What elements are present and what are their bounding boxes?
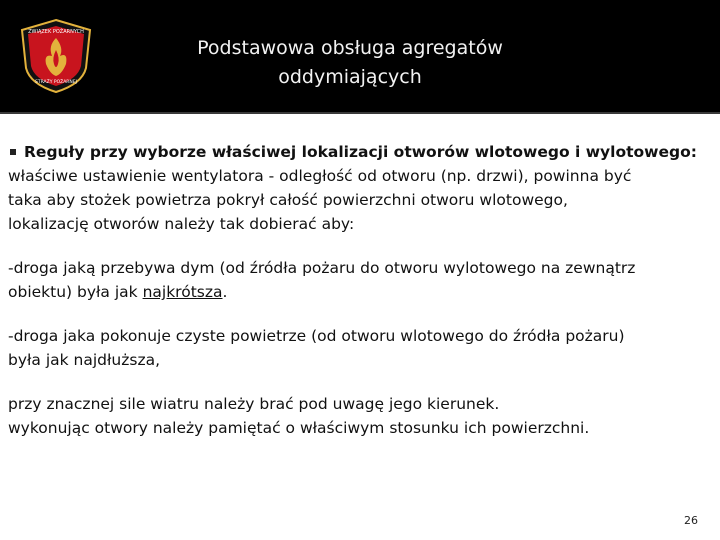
svg-text:ZWIĄZEK POŻARNYCH: ZWIĄZEK POŻARNYCH	[28, 29, 84, 35]
intro-line-3: lokalizację otworów należy tak dobierać aby:	[8, 215, 355, 233]
bullet-square-icon	[10, 149, 16, 155]
bullet-heading-text: Reguły przy wyborze właściwej lokalizacji otworów wlotowego i wylotowego:	[24, 143, 697, 161]
intro-line-1: właściwe ustawienie wentylatora - odległość od otworu (np. drzwi), powinna być	[8, 167, 632, 185]
page-number: 26	[684, 514, 698, 527]
note-line-2: wykonując otwory należy pamiętać o właściwym stosunku ich powierzchni.	[8, 419, 590, 437]
bullet-heading	[8, 140, 708, 164]
item1-line-2	[8, 280, 708, 304]
item2-line-1: -droga jaka pokonuje czyste powietrze (od otworu wlotowego do źródła pożaru)	[8, 327, 625, 345]
note-line-1: przy znacznej sile wiatru należy brać pod uwagę jego kierunek.	[8, 395, 500, 413]
fire-brigade-logo-icon	[16, 16, 96, 96]
underlined-keyword: najkrótsza	[142, 283, 223, 301]
svg-text:STRAŻY POŻARNEJ: STRAŻY POŻARNEJ	[35, 80, 77, 85]
slide-title-line-1: Podstawowa obsługa agregatów	[197, 37, 503, 59]
header-divider	[0, 112, 720, 114]
slide-content	[8, 140, 708, 440]
slide-header	[0, 0, 720, 112]
item1-line-2-prefix: obiektu) była jak	[8, 283, 143, 301]
item1-line-1: -droga jaką przebywa dym (od źródła pożaru do otworu wylotowego na zewnątrz	[8, 259, 636, 277]
item2-line-2: była jak najdłuższa,	[8, 351, 161, 369]
slide-title	[150, 34, 550, 92]
item1-line-2-suffix: .	[222, 283, 228, 301]
slide-title-line-2: oddymiających	[278, 66, 422, 88]
intro-line-2: taka aby stożek powietrza pokrył całość powierzchni otworu wlotowego,	[8, 191, 568, 209]
